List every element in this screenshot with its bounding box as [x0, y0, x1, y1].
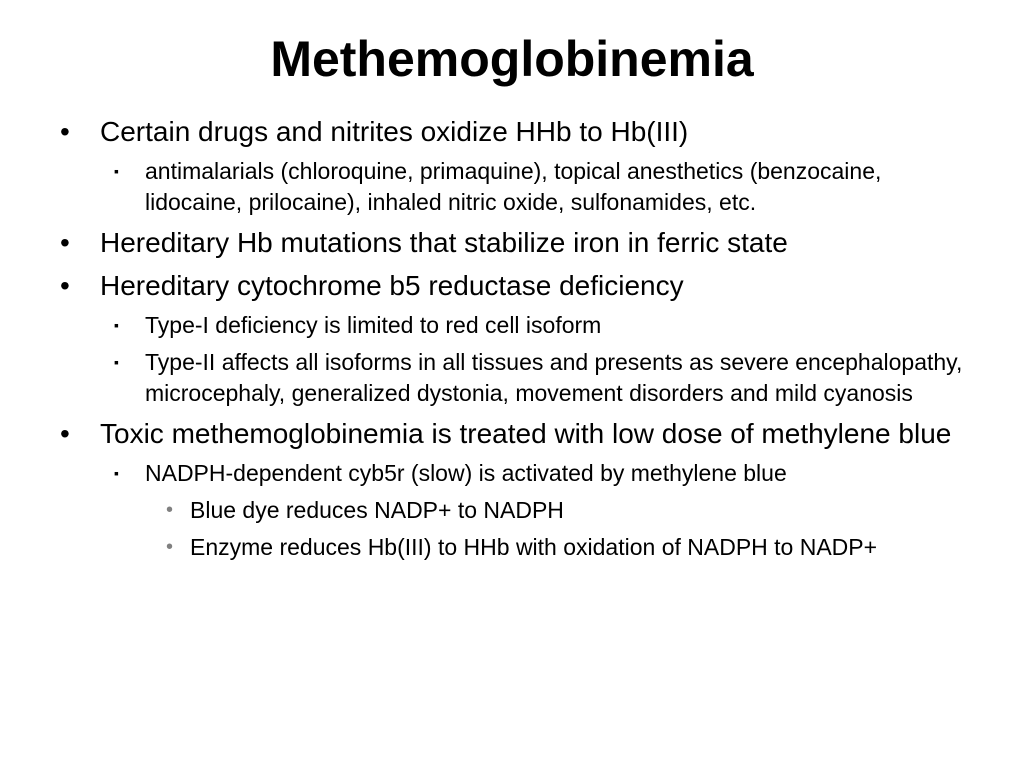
slide-content: [60, 114, 980, 563]
bullet-level1-hb-mutations: [60, 225, 980, 261]
bullet-level2-type1: [60, 310, 980, 341]
bullet-level1-drugs: [60, 114, 980, 150]
bullet-dot-icon: •: [60, 227, 70, 258]
bullet-square-icon: ▪: [114, 354, 119, 370]
bullet-text: Type-II affects all isoforms in all tissues and presents as severe encephalopathy, microcephaly, generalized dystonia, movement disorders and mild cyanosis: [145, 349, 963, 406]
bullet-square-icon: ▪: [114, 465, 119, 481]
bullet-level2-drug-examples: [60, 156, 980, 218]
bullet-text: Blue dye reduces NADP+ to NADPH: [190, 497, 564, 523]
bullet-dot-icon: •: [166, 536, 174, 558]
bullet-square-icon: ▪: [114, 163, 119, 179]
bullet-text: Certain drugs and nitrites oxidize HHb to Hb(III): [100, 116, 689, 147]
bullet-dot-icon: •: [60, 116, 70, 147]
bullet-text: Type-I deficiency is limited to red cell isoform: [145, 312, 602, 338]
bullet-text: Hereditary cytochrome b5 reductase deficiency: [100, 270, 684, 301]
bullet-level1-b5-reductase: [60, 268, 980, 304]
bullet-dot-icon: •: [60, 418, 70, 449]
bullet-text: Enzyme reduces Hb(III) to HHb with oxidation of NADPH to NADP+: [190, 534, 878, 560]
bullet-square-icon: ▪: [114, 317, 119, 333]
bullet-text: antimalarials (chloroquine, primaquine), topical anesthetics (benzocaine, lidocaine, prilocaine), inhaled nitric oxide, sulfonamides, etc.: [145, 158, 882, 215]
bullet-text: Toxic methemoglobinemia is treated with low dose of methylene blue: [100, 418, 952, 449]
bullet-dot-icon: •: [166, 499, 174, 521]
bullet-level2-type2: [60, 347, 980, 409]
bullet-dot-icon: •: [60, 270, 70, 301]
bullet-level3-enzyme: [60, 532, 980, 563]
bullet-level1-treatment: [60, 416, 980, 452]
bullet-text: Hereditary Hb mutations that stabilize iron in ferric state: [100, 227, 788, 258]
bullet-level3-blue-dye: [60, 495, 980, 526]
bullet-level2-nadph-cyb5r: [60, 458, 980, 489]
bullet-text: NADPH-dependent cyb5r (slow) is activated by methylene blue: [145, 460, 787, 486]
slide-title: Methemoglobinemia: [270, 31, 754, 87]
